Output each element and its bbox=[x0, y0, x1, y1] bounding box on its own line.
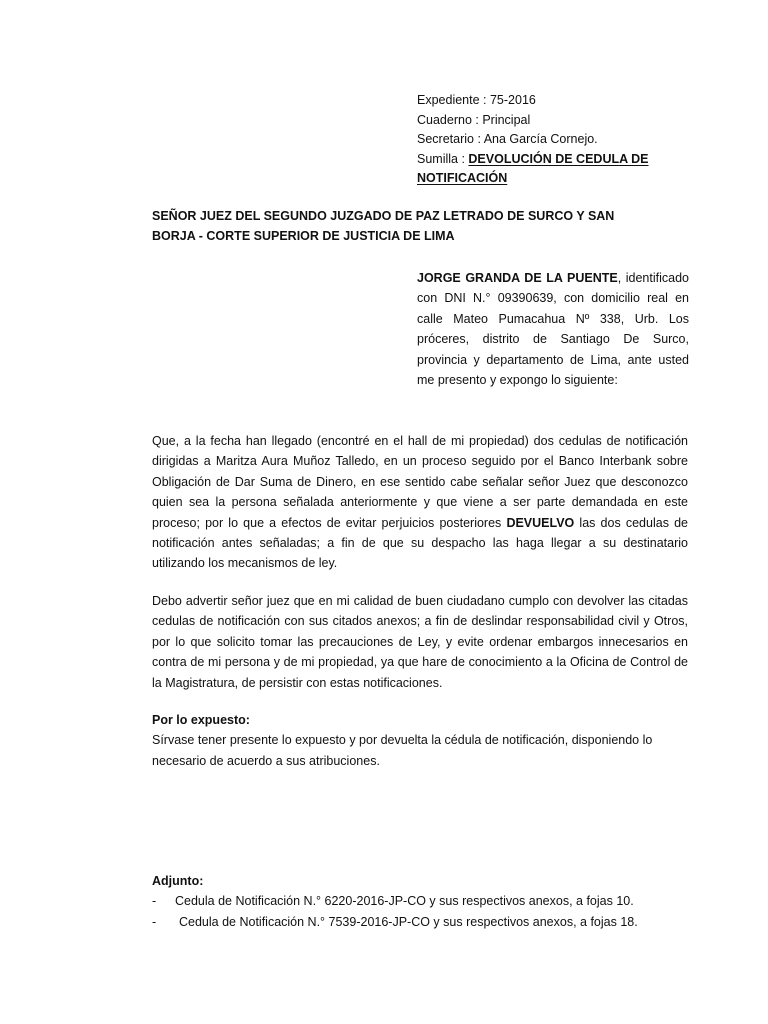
attachment-item-text: Cedula de Notificación N.° 6220-2016-JP-CO y sus respectivos anexos, a fojas 10. bbox=[175, 894, 634, 909]
sumilla-subject-line1: DEVOLUCIÓN DE CEDULA DE bbox=[468, 151, 649, 166]
secretario-line: Secretario : Ana García Cornejo. bbox=[417, 132, 598, 146]
sumilla-line bbox=[417, 150, 667, 170]
cuaderno-line: Cuaderno : Principal bbox=[417, 112, 531, 127]
bullet-dash: - bbox=[152, 914, 157, 929]
petitioner-details: , identificado con DNI N.° 09390639, con domicilio real en calle Mateo Pumacahua Nº 338, Urb. Los próceres, distrito de Santiago De Surco, provincia y departamento de Lima, ante usted me presento y expongo lo siguiente: bbox=[417, 271, 689, 388]
body-paragraph-1-part2: las dos cedulas de notificación antes señaladas; a fin de que su despacho las haga llegar a su destinatario utilizando los mecanismos de ley. bbox=[152, 515, 688, 571]
attachment-item bbox=[152, 891, 688, 911]
closing-section bbox=[152, 710, 688, 771]
attachment-item bbox=[152, 912, 688, 932]
attachments-heading: Adjunto: bbox=[152, 874, 204, 888]
petitioner-block bbox=[417, 268, 689, 390]
petitioner-name: JORGE GRANDA DE LA PUENTE bbox=[417, 271, 618, 285]
attachment-item-text: Cedula de Notificación N.° 7539-2016-JP-CO y sus respectivos anexos, a fojas 18. bbox=[179, 914, 638, 929]
devuelvo-emphasis: DEVUELVO bbox=[506, 515, 575, 530]
body-paragraph-1 bbox=[152, 431, 688, 574]
case-header bbox=[417, 91, 667, 189]
attachments-section bbox=[152, 871, 688, 932]
closing-text: Sírvase tener presente lo expuesto y por devuelta la cédula de notificación, disponiendo lo necesario de acuerdo a sus atribuciones. bbox=[152, 733, 653, 768]
addressee-heading: SEÑOR JUEZ DEL SEGUNDO JUZGADO DE PAZ LETRADO DE SURCO Y SAN BORJA - CORTE SUPERIOR DE JUSTICIA DE LIMA bbox=[152, 209, 615, 243]
expediente-line: Expediente : 75-2016 bbox=[417, 93, 536, 107]
bullet-dash: - bbox=[152, 894, 157, 909]
body-paragraph-2: Debo advertir señor juez que en mi calidad de buen ciudadano cumplo con devolver las citadas cedulas de notificación con sus citados anexos; a fin de deslindar responsabilidad civil y Otros, por lo que solicito tomar las precauciones de Ley, y evite ordenar embargos innecesarios en contra de mi persona y de mi propiedad, ya que hare de conocimiento a la Oficina de Control de la Magistratura, de persistir con estas notificaciones. bbox=[152, 594, 688, 690]
sumilla-label: Sumilla : bbox=[417, 151, 469, 166]
closing-heading: Por lo expuesto: bbox=[152, 713, 250, 727]
sumilla-subject-line2: NOTIFICACIÓN bbox=[417, 171, 508, 185]
body-paragraph-1-part1: Que, a la fecha han llegado (encontré en el hall de mi propiedad) dos cedulas de notificación dirigidas a Maritza Aura Muñoz Talledo, en un proceso seguido por el Banco Interbank sobre Obligación de Dar Suma de Dinero, en ese sentido cabe señalar señor Juez que desconozco quien sea la persona señalada anteriormente y que viene a ser parte demandada en este proceso; por lo que a efectos de evitar perjuicios posteriores bbox=[152, 434, 688, 530]
